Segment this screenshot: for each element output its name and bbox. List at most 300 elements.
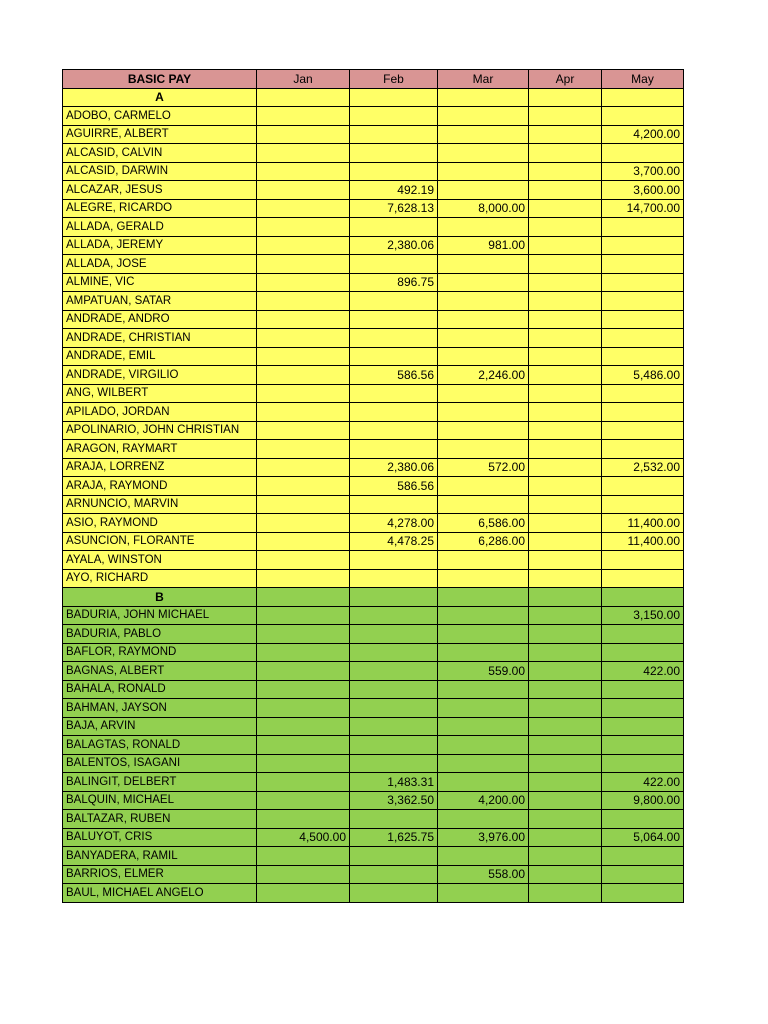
pay-cell xyxy=(438,255,529,274)
pay-cell: 8,000.00 xyxy=(438,199,529,218)
pay-cell xyxy=(438,773,529,792)
pay-cell xyxy=(257,292,350,311)
section-letter: B xyxy=(63,588,257,607)
pay-cell xyxy=(529,828,602,847)
employee-name: ANDRADE, CHRISTIAN xyxy=(63,329,257,348)
table-cell xyxy=(602,88,684,107)
pay-cell: 492.19 xyxy=(350,181,438,200)
table-cell xyxy=(529,88,602,107)
table-row xyxy=(63,384,684,403)
table-row xyxy=(63,773,684,792)
section-row xyxy=(63,88,684,107)
pay-cell: 3,362.50 xyxy=(350,791,438,810)
pay-cell xyxy=(350,551,438,570)
pay-cell: 9,800.00 xyxy=(602,791,684,810)
pay-cell: 896.75 xyxy=(350,273,438,292)
pay-cell xyxy=(257,403,350,422)
pay-cell xyxy=(529,384,602,403)
employee-name: BALAGTAS, RONALD xyxy=(63,736,257,755)
table-row xyxy=(63,514,684,533)
pay-cell xyxy=(529,366,602,385)
table-row xyxy=(63,310,684,329)
pay-cell xyxy=(438,329,529,348)
pay-cell xyxy=(602,699,684,718)
pay-cell xyxy=(602,625,684,644)
employee-name: BALENTOS, ISAGANI xyxy=(63,754,257,773)
pay-cell xyxy=(529,403,602,422)
pay-cell xyxy=(350,421,438,440)
pay-cell xyxy=(257,514,350,533)
pay-cell xyxy=(602,310,684,329)
pay-cell xyxy=(257,273,350,292)
employee-name: BANYADERA, RAMIL xyxy=(63,847,257,866)
pay-cell xyxy=(438,403,529,422)
pay-cell xyxy=(257,218,350,237)
employee-name: ALLADA, JOSE xyxy=(63,255,257,274)
pay-cell xyxy=(438,884,529,903)
pay-cell: 4,278.00 xyxy=(350,514,438,533)
pay-cell xyxy=(438,107,529,126)
pay-cell xyxy=(438,699,529,718)
pay-cell xyxy=(529,347,602,366)
pay-cell xyxy=(257,458,350,477)
employee-name: ADOBO, CARMELO xyxy=(63,107,257,126)
pay-cell: 4,200.00 xyxy=(602,125,684,144)
pay-cell xyxy=(529,199,602,218)
pay-cell xyxy=(350,662,438,681)
pay-cell: 586.56 xyxy=(350,477,438,496)
table-row xyxy=(63,366,684,385)
pay-cell xyxy=(350,625,438,644)
employee-name: AGUIRRE, ALBERT xyxy=(63,125,257,144)
pay-cell xyxy=(529,773,602,792)
pay-cell xyxy=(257,884,350,903)
table-row xyxy=(63,477,684,496)
table-row xyxy=(63,662,684,681)
pay-cell xyxy=(529,699,602,718)
pay-cell xyxy=(529,421,602,440)
table-row xyxy=(63,551,684,570)
pay-cell xyxy=(257,310,350,329)
employee-name: BADURIA, PABLO xyxy=(63,625,257,644)
pay-cell xyxy=(529,162,602,181)
pay-cell: 422.00 xyxy=(602,773,684,792)
pay-cell xyxy=(257,791,350,810)
pay-cell: 3,976.00 xyxy=(438,828,529,847)
pay-cell xyxy=(602,865,684,884)
pay-cell xyxy=(350,144,438,163)
pay-cell xyxy=(602,273,684,292)
pay-cell xyxy=(529,625,602,644)
pay-cell xyxy=(257,366,350,385)
pay-cell xyxy=(602,736,684,755)
pay-cell xyxy=(438,847,529,866)
pay-cell xyxy=(602,717,684,736)
table-row xyxy=(63,828,684,847)
pay-cell xyxy=(350,292,438,311)
employee-name: BAHMAN, JAYSON xyxy=(63,699,257,718)
employee-name: ALCASID, CALVIN xyxy=(63,144,257,163)
pay-cell xyxy=(438,162,529,181)
pay-cell xyxy=(438,606,529,625)
pay-cell xyxy=(257,347,350,366)
pay-cell: 4,200.00 xyxy=(438,791,529,810)
pay-cell: 3,600.00 xyxy=(602,181,684,200)
table-row xyxy=(63,236,684,255)
pay-cell xyxy=(438,310,529,329)
employee-name: ANG, WILBERT xyxy=(63,384,257,403)
table-row xyxy=(63,403,684,422)
pay-cell xyxy=(529,717,602,736)
pay-cell xyxy=(529,495,602,514)
pay-cell: 2,532.00 xyxy=(602,458,684,477)
table-cell xyxy=(257,88,350,107)
table-row xyxy=(63,754,684,773)
employee-name: ASIO, RAYMOND xyxy=(63,514,257,533)
pay-cell xyxy=(438,181,529,200)
header-month-apr: Apr xyxy=(529,70,602,89)
table-row xyxy=(63,199,684,218)
pay-cell xyxy=(257,495,350,514)
table-row xyxy=(63,884,684,903)
pay-cell xyxy=(602,680,684,699)
pay-cell xyxy=(438,495,529,514)
pay-cell xyxy=(350,699,438,718)
employee-name: ALLADA, GERALD xyxy=(63,218,257,237)
pay-cell: 2,246.00 xyxy=(438,366,529,385)
pay-cell: 4,478.25 xyxy=(350,532,438,551)
table-row xyxy=(63,736,684,755)
table-cell xyxy=(257,588,350,607)
pay-cell xyxy=(529,606,602,625)
table-cell xyxy=(350,588,438,607)
pay-cell: 5,486.00 xyxy=(602,366,684,385)
pay-cell xyxy=(529,125,602,144)
pay-cell xyxy=(350,107,438,126)
pay-cell xyxy=(602,421,684,440)
pay-cell xyxy=(529,643,602,662)
pay-cell xyxy=(350,736,438,755)
table-row xyxy=(63,125,684,144)
pay-cell: 559.00 xyxy=(438,662,529,681)
pay-cell xyxy=(529,847,602,866)
section-letter: A xyxy=(63,88,257,107)
header-month-jan: Jan xyxy=(257,70,350,89)
pay-cell xyxy=(257,625,350,644)
table-cell xyxy=(438,88,529,107)
pay-cell xyxy=(438,810,529,829)
pay-cell xyxy=(602,643,684,662)
pay-cell xyxy=(438,144,529,163)
employee-name: APILADO, JORDAN xyxy=(63,403,257,422)
table-row xyxy=(63,810,684,829)
employee-name: ALEGRE, RICARDO xyxy=(63,199,257,218)
employee-name: ARNUNCIO, MARVIN xyxy=(63,495,257,514)
employee-name: BAHALA, RONALD xyxy=(63,680,257,699)
employee-name: ASUNCION, FLORANTE xyxy=(63,532,257,551)
pay-cell: 7,628.13 xyxy=(350,199,438,218)
pay-cell xyxy=(529,329,602,348)
table-cell xyxy=(529,588,602,607)
pay-cell xyxy=(529,736,602,755)
table-row xyxy=(63,181,684,200)
pay-cell xyxy=(350,403,438,422)
pay-cell xyxy=(602,847,684,866)
pay-cell xyxy=(257,810,350,829)
pay-cell xyxy=(350,218,438,237)
pay-cell xyxy=(438,292,529,311)
pay-cell: 2,380.06 xyxy=(350,458,438,477)
table-row xyxy=(63,421,684,440)
pay-cell xyxy=(529,107,602,126)
table-row xyxy=(63,532,684,551)
pay-cell xyxy=(529,532,602,551)
pay-cell xyxy=(438,643,529,662)
employee-name: ANDRADE, VIRGILIO xyxy=(63,366,257,385)
pay-cell xyxy=(257,107,350,126)
pay-cell xyxy=(602,329,684,348)
pay-cell xyxy=(438,477,529,496)
pay-cell xyxy=(438,125,529,144)
pay-cell xyxy=(602,495,684,514)
header-row xyxy=(63,70,684,89)
pay-cell xyxy=(257,606,350,625)
pay-cell xyxy=(529,477,602,496)
table-row xyxy=(63,162,684,181)
pay-cell: 422.00 xyxy=(602,662,684,681)
pay-cell: 572.00 xyxy=(438,458,529,477)
pay-cell xyxy=(257,329,350,348)
pay-cell xyxy=(257,643,350,662)
pay-cell xyxy=(257,144,350,163)
table-cell xyxy=(438,588,529,607)
pay-cell xyxy=(438,218,529,237)
pay-cell: 11,400.00 xyxy=(602,514,684,533)
table-cell xyxy=(350,88,438,107)
pay-cell: 3,150.00 xyxy=(602,606,684,625)
pay-cell xyxy=(257,551,350,570)
pay-cell xyxy=(257,421,350,440)
pay-cell xyxy=(257,236,350,255)
pay-cell: 3,700.00 xyxy=(602,162,684,181)
table-row xyxy=(63,440,684,459)
pay-cell: 11,400.00 xyxy=(602,532,684,551)
employee-name: BAFLOR, RAYMOND xyxy=(63,643,257,662)
pay-cell xyxy=(529,144,602,163)
pay-cell xyxy=(257,255,350,274)
header-month-feb: Feb xyxy=(350,70,438,89)
pay-cell xyxy=(350,569,438,588)
pay-cell: 6,586.00 xyxy=(438,514,529,533)
pay-cell xyxy=(257,847,350,866)
pay-cell xyxy=(350,310,438,329)
pay-cell: 14,700.00 xyxy=(602,199,684,218)
pay-cell xyxy=(438,736,529,755)
pay-cell xyxy=(438,754,529,773)
pay-cell: 5,064.00 xyxy=(602,828,684,847)
pay-cell xyxy=(529,255,602,274)
pay-cell xyxy=(257,440,350,459)
pay-cell: 1,483.31 xyxy=(350,773,438,792)
pay-cell: 586.56 xyxy=(350,366,438,385)
employee-name: AYO, RICHARD xyxy=(63,569,257,588)
pay-cell xyxy=(257,477,350,496)
pay-cell xyxy=(529,458,602,477)
pay-cell xyxy=(350,329,438,348)
table-row xyxy=(63,329,684,348)
pay-cell xyxy=(529,810,602,829)
pay-cell xyxy=(438,569,529,588)
pay-cell xyxy=(257,865,350,884)
pay-cell xyxy=(602,107,684,126)
pay-cell xyxy=(438,625,529,644)
pay-cell xyxy=(257,773,350,792)
employee-name: BALQUIN, MICHAEL xyxy=(63,791,257,810)
employee-name: ARAGON, RAYMART xyxy=(63,440,257,459)
pay-cell xyxy=(257,699,350,718)
header-title: BASIC PAY xyxy=(63,70,257,89)
pay-cell xyxy=(529,514,602,533)
table-row xyxy=(63,643,684,662)
header-month-may: May xyxy=(602,70,684,89)
employee-name: BADURIA, JOHN MICHAEL xyxy=(63,606,257,625)
pay-cell xyxy=(529,218,602,237)
header-month-mar: Mar xyxy=(438,70,529,89)
pay-cell: 6,286.00 xyxy=(438,532,529,551)
pay-cell xyxy=(257,569,350,588)
pay-cell xyxy=(602,144,684,163)
pay-cell xyxy=(529,884,602,903)
table-row xyxy=(63,847,684,866)
table-row xyxy=(63,680,684,699)
pay-cell xyxy=(438,551,529,570)
pay-cell xyxy=(529,292,602,311)
pay-cell xyxy=(529,754,602,773)
pay-cell xyxy=(529,310,602,329)
employee-name: AYALA, WINSTON xyxy=(63,551,257,570)
pay-cell xyxy=(257,181,350,200)
table-body xyxy=(63,88,684,902)
employee-name: ANDRADE, ANDRO xyxy=(63,310,257,329)
employee-name: ALMINE, VIC xyxy=(63,273,257,292)
pay-cell xyxy=(257,532,350,551)
basic-pay-table xyxy=(62,69,684,903)
employee-name: ALCAZAR, JESUS xyxy=(63,181,257,200)
table-row xyxy=(63,865,684,884)
table-row xyxy=(63,699,684,718)
pay-cell xyxy=(257,662,350,681)
pay-cell xyxy=(529,680,602,699)
pay-cell: 981.00 xyxy=(438,236,529,255)
pay-cell: 4,500.00 xyxy=(257,828,350,847)
pay-cell xyxy=(529,569,602,588)
employee-name: ARAJA, RAYMOND xyxy=(63,477,257,496)
employee-name: BALINGIT, DELBERT xyxy=(63,773,257,792)
table-row xyxy=(63,292,684,311)
pay-cell xyxy=(602,347,684,366)
employee-name: ANDRADE, EMIL xyxy=(63,347,257,366)
pay-cell xyxy=(529,236,602,255)
table-row xyxy=(63,347,684,366)
table-row xyxy=(63,107,684,126)
pay-cell xyxy=(438,421,529,440)
pay-cell xyxy=(529,181,602,200)
pay-cell xyxy=(438,347,529,366)
table-row xyxy=(63,458,684,477)
table-row xyxy=(63,218,684,237)
pay-cell xyxy=(350,754,438,773)
pay-cell xyxy=(350,643,438,662)
pay-cell xyxy=(602,477,684,496)
pay-cell xyxy=(602,440,684,459)
employee-name: BAGNAS, ALBERT xyxy=(63,662,257,681)
employee-name: BAJA, ARVIN xyxy=(63,717,257,736)
pay-cell xyxy=(602,292,684,311)
employee-name: BARRIOS, ELMER xyxy=(63,865,257,884)
pay-cell xyxy=(257,717,350,736)
employee-name: APOLINARIO, JOHN CHRISTIAN xyxy=(63,421,257,440)
pay-cell xyxy=(257,199,350,218)
pay-cell xyxy=(350,847,438,866)
pay-cell xyxy=(529,865,602,884)
pay-cell xyxy=(257,680,350,699)
table-row xyxy=(63,625,684,644)
employee-name: ARAJA, LORRENZ xyxy=(63,458,257,477)
pay-cell xyxy=(602,255,684,274)
pay-cell xyxy=(350,162,438,181)
pay-cell xyxy=(438,680,529,699)
pay-cell xyxy=(438,717,529,736)
pay-cell xyxy=(350,440,438,459)
pay-cell xyxy=(350,884,438,903)
pay-cell xyxy=(602,569,684,588)
pay-cell: 1,625.75 xyxy=(350,828,438,847)
pay-cell: 2,380.06 xyxy=(350,236,438,255)
table-row xyxy=(63,273,684,292)
pay-cell: 558.00 xyxy=(438,865,529,884)
pay-cell xyxy=(257,736,350,755)
pay-cell xyxy=(350,384,438,403)
pay-cell xyxy=(529,551,602,570)
employee-name: AMPATUAN, SATAR xyxy=(63,292,257,311)
employee-name: ALCASID, DARWIN xyxy=(63,162,257,181)
table-row xyxy=(63,717,684,736)
pay-cell xyxy=(257,162,350,181)
pay-cell xyxy=(602,884,684,903)
pay-cell xyxy=(350,717,438,736)
pay-cell xyxy=(529,662,602,681)
pay-cell xyxy=(350,125,438,144)
employee-name: BALTAZAR, RUBEN xyxy=(63,810,257,829)
pay-cell xyxy=(257,384,350,403)
pay-cell xyxy=(257,754,350,773)
pay-cell xyxy=(529,791,602,810)
pay-cell xyxy=(602,236,684,255)
pay-cell xyxy=(350,495,438,514)
pay-cell xyxy=(350,865,438,884)
table-row xyxy=(63,495,684,514)
pay-cell xyxy=(602,810,684,829)
table-cell xyxy=(602,588,684,607)
pay-cell xyxy=(529,440,602,459)
pay-cell xyxy=(350,606,438,625)
pay-cell xyxy=(602,403,684,422)
pay-cell xyxy=(602,551,684,570)
pay-cell xyxy=(602,384,684,403)
pay-cell xyxy=(350,255,438,274)
table-row xyxy=(63,144,684,163)
pay-cell xyxy=(529,273,602,292)
